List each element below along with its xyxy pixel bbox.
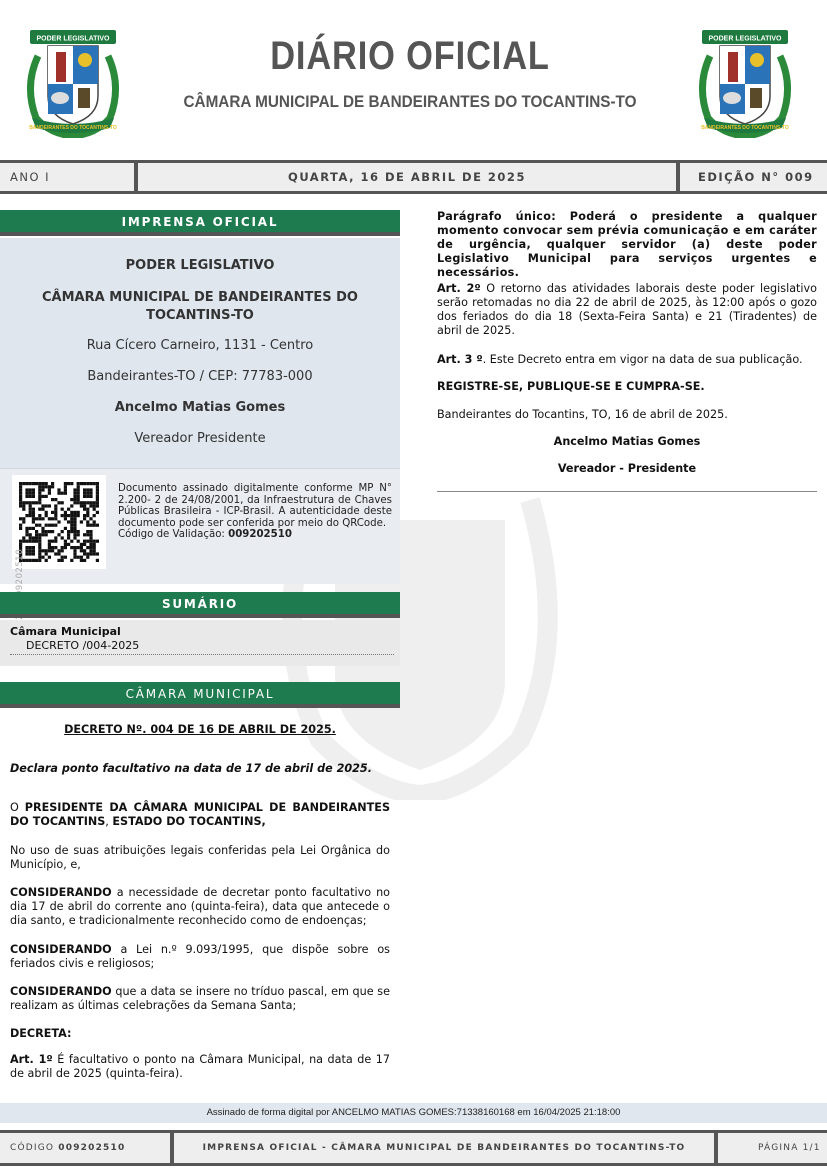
validation-code: 009202510 <box>228 529 292 540</box>
page-footer <box>0 1130 827 1166</box>
sumario-heading: SUMÁRIO <box>0 592 400 618</box>
decree-uso: No uso de suas atribuições legais conferidas pela Lei Orgânica do Município, e, <box>10 844 390 871</box>
considerando-3: CONSIDERANDO que a data se insere no tríduo pascal, em que se realizam as últimas celebrações da Semana Santa; <box>10 985 391 1012</box>
decree-preamble: O PRESIDENTE DA CÂMARA MUNICIPAL DE BANDEIRANTES DO TOCANTINS, ESTADO DO TOCANTINS, <box>10 801 391 828</box>
divider <box>676 163 680 191</box>
article-2: Art. 2º O retorno das atividades laborais deste poder legislativo serão retomadas no dia 22 de abril de 2025, às 12:00 após o gozo dos feriados do dia 18 (Sexta-Feira Santa) e 21 (Tiradentes) de abril de 2025. <box>437 282 818 337</box>
local-and-date: Bandeirantes do Tocantins, TO, 16 de abril de 2025. <box>437 408 728 421</box>
considerando-1: CONSIDERANDO a necessidade de decretar ponto facultativo no dia 17 de abril do corrente ano (quinta-feira), data que antecede o dia santo, e tradicionalmente reconhecido como de endoenças; <box>10 886 391 927</box>
publisher-line: PODER LEGISLATIVO <box>125 258 275 273</box>
sumario-section: Câmara Municipal <box>10 625 121 638</box>
sumario-box <box>0 620 400 666</box>
digital-signature-footer: Assinado de forma digital por ANCELMO MATIAS GOMES:71338160168 em 16/04/2025 21:18:00 <box>0 1103 827 1123</box>
issue-date: QUARTA, 16 DE ABRIL DE 2025 <box>288 170 526 184</box>
svg-text:PODER LEGISLATIVO: PODER LEGISLATIVO <box>36 35 110 43</box>
validation-qrcode[interactable] <box>12 475 106 569</box>
dotted-leader <box>10 654 394 655</box>
signature-notice: Documento assinado digitalmente conforme MP N° 2.200- 2 de 24/08/2001, da Infraestrutura de Chaves Públicas Brasileira - ICP-Brasil. A autenticidade deste documento pode ser conferida por meio do QRCode. Código de Validação: 009202510 <box>118 483 392 540</box>
camara-municipal-heading: CÂMARA MUNICIPAL <box>0 682 400 708</box>
issue-year: ANO I <box>10 170 51 184</box>
signer-role: Vereador - Presidente <box>557 462 697 475</box>
svg-text:PODER LEGISLATIVO: PODER LEGISLATIVO <box>708 35 782 43</box>
publisher-name-line1: CÂMARA MUNICIPAL DE BANDEIRANTES DO <box>42 290 358 305</box>
footer-code: CÓDIGO 009202510 <box>10 1143 126 1153</box>
publisher-city: Bandeirantes-TO / CEP: 77783-000 <box>87 369 313 384</box>
decree-ementa: Declara ponto facultativo na data de 17 de abril de 2025. <box>10 762 372 775</box>
decree-title: DECRETO Nº. 004 DE 16 DE ABRIL DE 2025. <box>64 723 336 736</box>
publisher-info-box <box>0 238 400 468</box>
issue-edition: EDIÇÃO N° 009 <box>698 170 814 184</box>
masthead-title: DIÁRIO OFICIAL <box>270 34 550 78</box>
signature-rule <box>437 491 817 492</box>
article-3: Art. 3 º. Este Decreto entra em vigor na data de sua publicação. <box>437 353 803 366</box>
paragrafo-unico: Parágrafo único: Poderá o presidente a qualquer momento convocar sem prévia comunicação e em caráter de urgência, qualquer servidor (a) deste poder Legislativo Municipal para serviços urgentes e necessários. <box>437 210 817 279</box>
divider <box>714 1133 718 1163</box>
footer-page-number: PÁGINA 1/1 <box>758 1143 821 1153</box>
publisher-address: Rua Cícero Carneiro, 1131 - Centro <box>86 338 314 353</box>
article-1: Art. 1º É facultativo o ponto na Câmara Municipal, na data de 17 de abril de 2025 (quinta-feira). <box>10 1053 391 1080</box>
signer-name: Ancelmo Matias Gomes <box>553 435 701 448</box>
masthead-subtitle: CÂMARA MUNICIPAL DE BANDEIRANTES DO TOCANTINS-TO <box>183 92 637 111</box>
municipal-seal-left <box>20 26 126 138</box>
publisher-president: Ancelmo Matias Gomes <box>114 400 286 415</box>
issue-info-bar <box>0 160 827 194</box>
municipal-seal-right <box>692 26 798 138</box>
svg-text:BANDEIRANTES DO TOCANTINS-TO: BANDEIRANTES DO TOCANTINS-TO <box>29 125 117 131</box>
digital-signature-box <box>0 468 400 584</box>
decreta-label: DECRETA: <box>10 1027 72 1040</box>
publisher-name-line2: TOCANTINS-TO <box>146 308 254 323</box>
footer-publisher: IMPRENSA OFICIAL - CÂMARA MUNICIPAL DE BANDEIRANTES DO TOCANTINS-TO <box>202 1143 686 1153</box>
considerando-2: CONSIDERANDO a Lei n.º 9.093/1995, que dispõe sobre os feriados civis e religiosos; <box>10 943 390 970</box>
registre-se: REGISTRE-SE, PUBLIQUE-SE E CUMPRA-SE. <box>437 380 705 393</box>
imprensa-oficial-heading: IMPRENSA OFICIAL <box>0 210 400 236</box>
svg-text:BANDEIRANTES DO TOCANTINS-TO: BANDEIRANTES DO TOCANTINS-TO <box>701 125 789 131</box>
publisher-role: Vereador Presidente <box>134 431 266 446</box>
sumario-item-decreto[interactable]: DECRETO /004-2025 <box>26 639 140 652</box>
